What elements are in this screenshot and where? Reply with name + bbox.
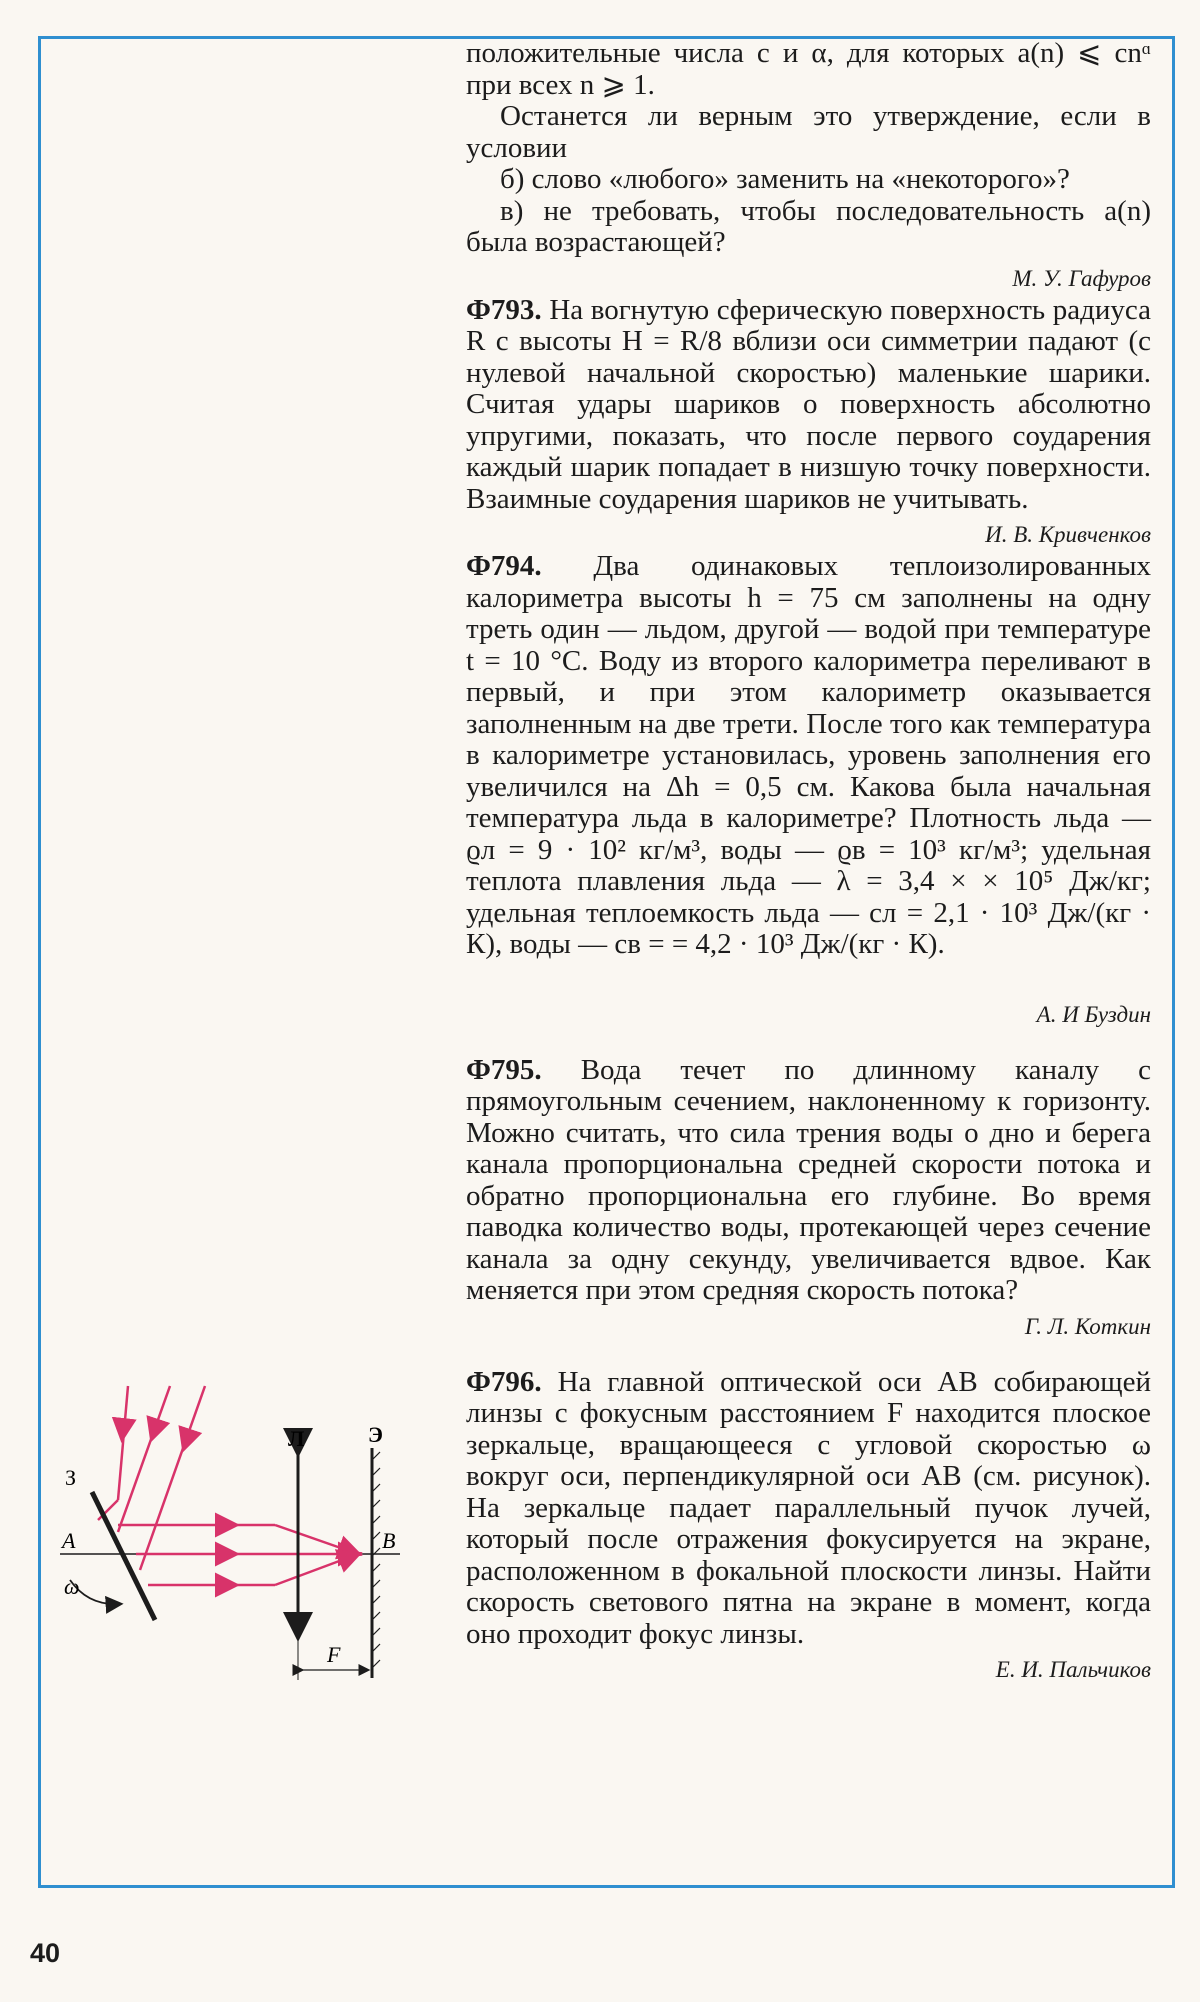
intro-item-b: б) слово «любого» заменить на «некоторого»? <box>500 163 1070 195</box>
problem-f795 <box>466 1055 1151 1307</box>
optics-figure <box>40 1380 410 1680</box>
point-a-label: A <box>62 1528 76 1553</box>
author-gafurov: М. У. Гафуров <box>1012 265 1151 291</box>
problem-text: Два одинаковых теплоизолированных калориметра высоты h = 75 см заполнены на одну треть один — льдом, другой — водой при температуре t = 10 °С. Воду из второго калориметра переливают в первый, и при этом калориметр оказывается заполненным на две трети. После того как температура в калориметре установилась, уровень заполнения его увеличился на Δh = 0,5 см. Какова была начальная температура льда в калориметре? Плотность льда — ϱл = 9 · 10² кг/м³, воды — ϱв = 10³ кг/м³; удельная теплота плавления льда — λ = 3,4 × × 10⁵ Дж/кг; удельная теплоемкость льда — cл = 2,1 · 10³ Дж/(кг · К), воды — cв = = 4,2 · 10³ Дж/(кг · К). <box>466 550 1152 960</box>
lens-label: Л <box>288 1426 305 1451</box>
author-palchikov: Е. И. Пальчиков <box>995 1657 1151 1682</box>
text-column <box>466 38 1151 1686</box>
optics-diagram <box>40 1380 410 1680</box>
point-b-label: B <box>382 1528 396 1553</box>
intro-line: положительные числа c и α, для которых a(n) ⩽ cnᵅ при всех n ⩾ 1. <box>466 37 1151 101</box>
author-krivchenkov: И. В. Кривченков <box>985 522 1151 547</box>
problem-number: Ф794. <box>466 550 542 582</box>
problem-number: Ф793. <box>466 293 542 326</box>
screen-label: Э <box>368 1422 383 1447</box>
author-buzdin: А. И Буздин <box>1036 1001 1151 1027</box>
problem-text: На главной оптической оси AB собирающей линзы с фокусным расстоянием F находится плоское зеркальце, вращающееся с угловой скоростью ω вокруг оси, перпендикулярной оси AB (см. рисунок). На зеркальце падает параллельный пучок лучей, который после отражения фокусируется на экране, расположенном в фокальной плоскости линзы. Найти скорость светового пятна на экране в момент, когда оно проходит фокус линзы. <box>466 1365 1152 1650</box>
problem-number: Ф795. <box>466 1053 542 1086</box>
problem-text: Вода течет по длинному каналу с прямоугольным сечением, наклоненному к горизонту. Можно считать, что сила трения воды о дно и берега канала пропорциональна средней скорости потока и обратно пропорциональна его глубине. Во время паводка количество воды, протекающей через сечение канала за одну секунду, увеличивается вдвое. Как меняется при этом средняя скорость потока? <box>466 1053 1152 1306</box>
page-number: 40 <box>30 1938 61 1968</box>
author-kotkin: Г. Л. Коткин <box>1024 1313 1151 1339</box>
intro-item-v: в) не требовать, чтобы последовательность a(n) была возрастающей? <box>466 194 1151 258</box>
problem-text: На вогнутую сферическую поверхность радиуса R с высоты H = R/8 вблизи оси симметрии падают (с нулевой начальной скоростью) маленькие шарики. Считая удары шариков о поверхность абсолютно упругими, показать, что после первого соударения каждый шарик попадает в низшую точку поверхности. Взаимные соударения шариков не учитывать. <box>466 293 1151 515</box>
intro-question: Останется ли верным это утверждение, если в условии <box>466 100 1151 164</box>
omega-label: ω <box>64 1574 80 1599</box>
problem-f793 <box>466 295 1151 516</box>
problem-f796 <box>466 1367 1151 1651</box>
focal-length-label: F <box>327 1642 341 1667</box>
mirror-label: З <box>65 1465 77 1490</box>
problem-number: Ф796. <box>466 1365 542 1398</box>
problem-f794 <box>466 551 1151 961</box>
